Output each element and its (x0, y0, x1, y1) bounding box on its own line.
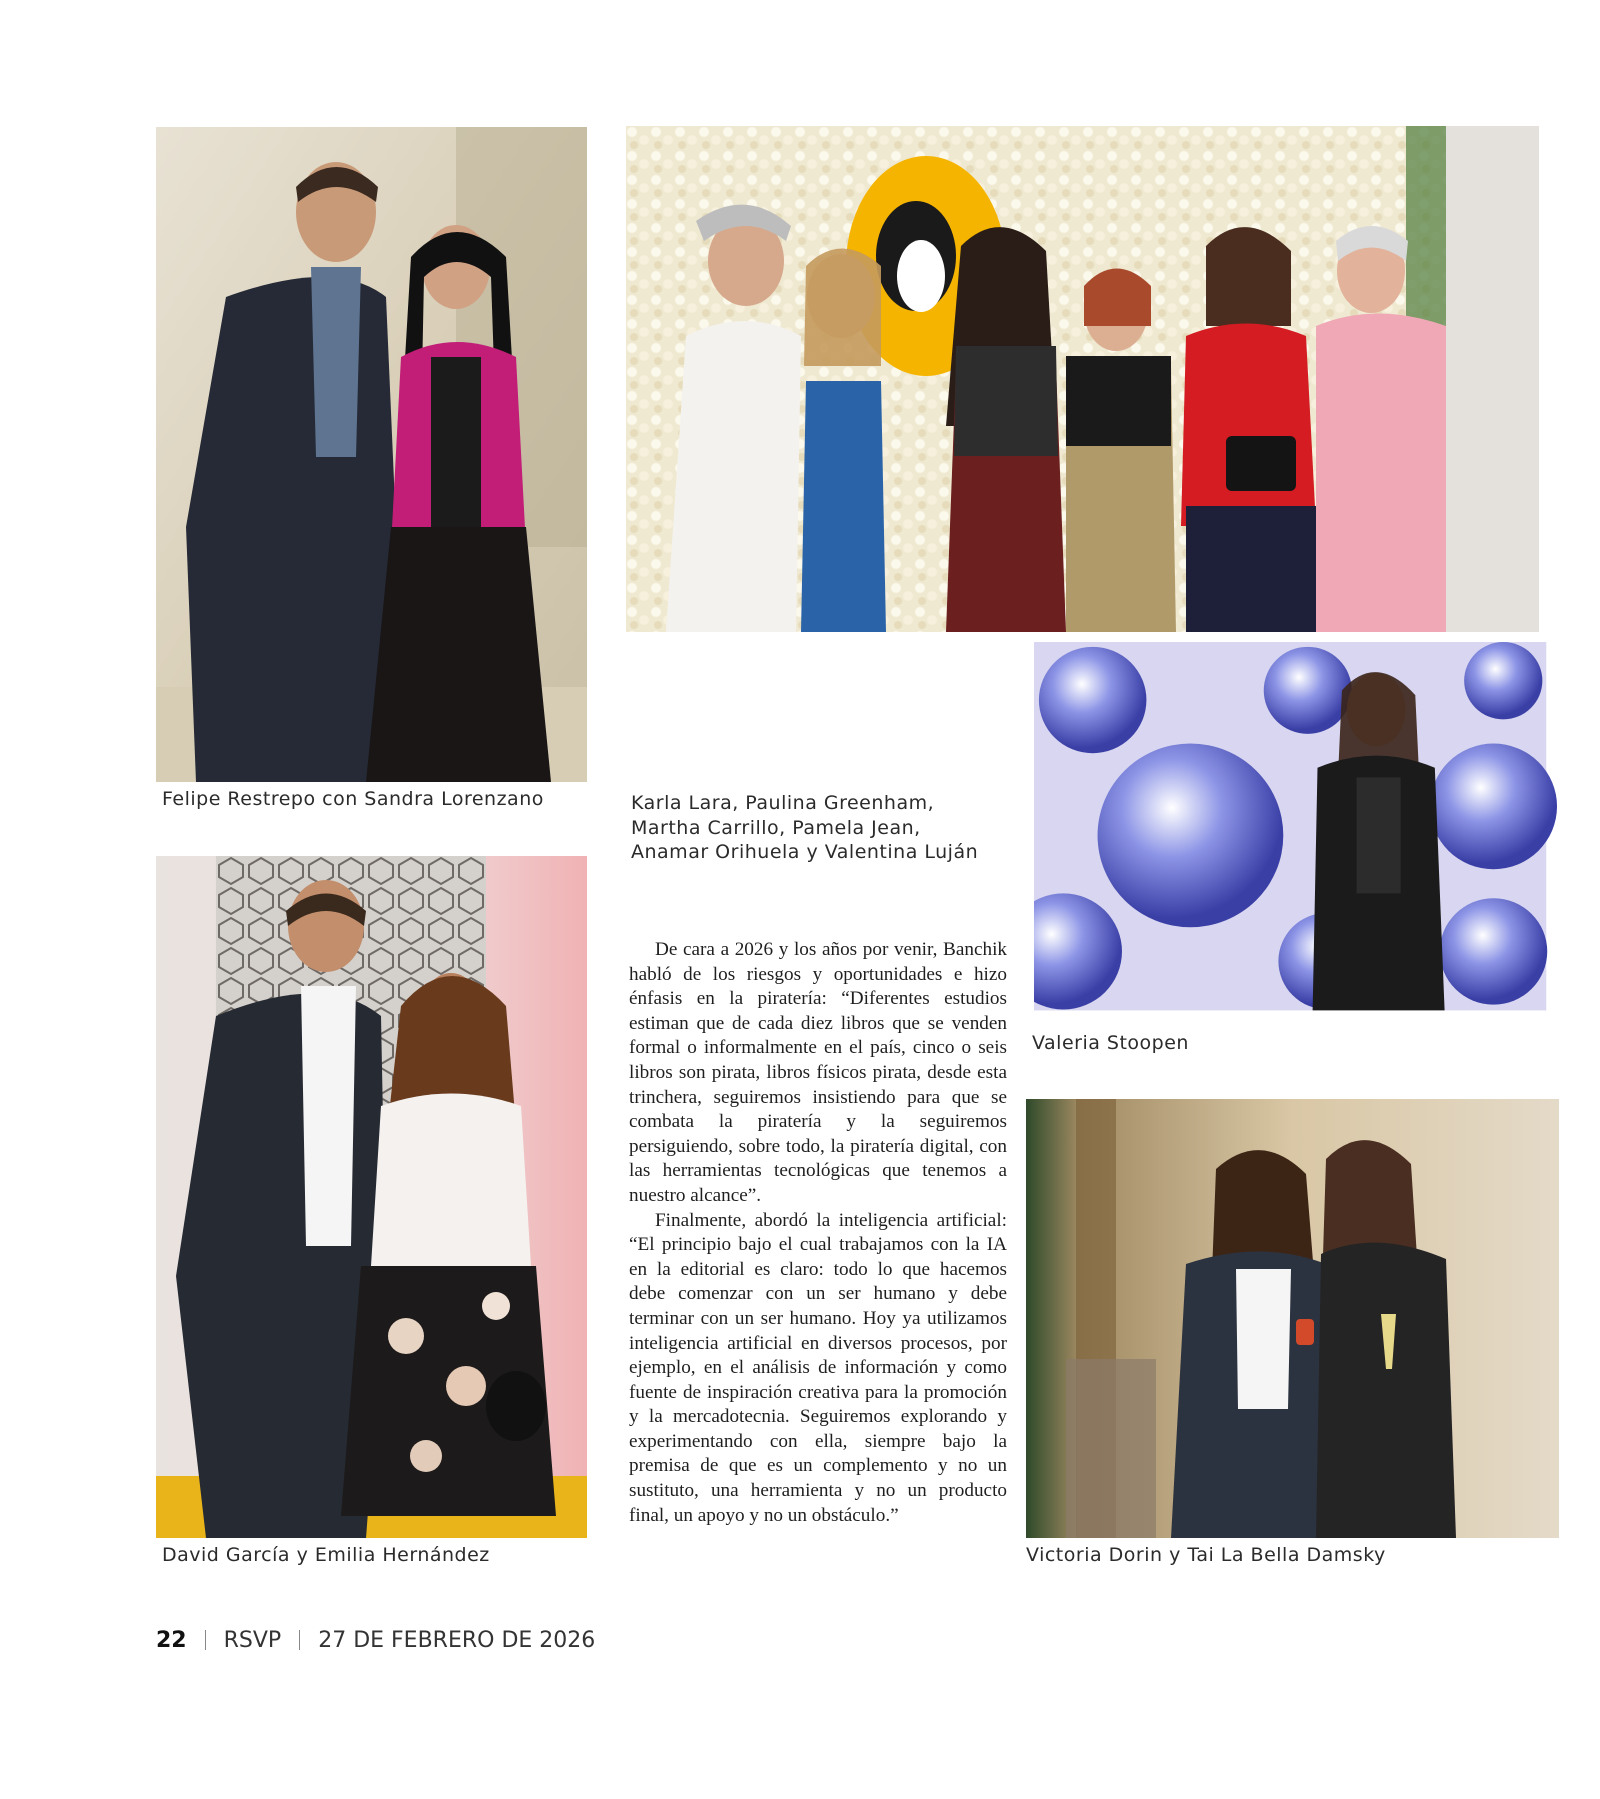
caption-dorin-damsky: Victoria Dorin y Tai La Bella Damsky (1026, 1544, 1386, 1566)
article-paragraph: De cara a 2026 y los años por venir, Banchik habló de los riesgos y oportunidades e hizo énfasis en la piratería: “Diferentes estudios estiman que de cada diez libros que se venden formal o informalmente en el país, cinco o seis libros son pirata, libros físicos pirata, desde esta trinchera, seguiremos insistiendo para que se combata la piratería y la seguiremos persiguiendo, sobre todo, la piratería digital, con las herramientas tecnológicas que tenemos a nuestro alcance”. (629, 939, 1007, 1206)
caption-garcia-hernandez: David García y Emilia Hernández (162, 1544, 490, 1566)
footer-divider (299, 1630, 300, 1650)
photo-group-six-women (626, 126, 1539, 632)
photo-restrepo-lorenzano (156, 127, 587, 782)
caption-line: Karla Lara, Paulina Greenham, (631, 792, 935, 814)
caption-line: Martha Carrillo, Pamela Jean, (631, 816, 921, 839)
photo-dorin-damsky (1026, 1099, 1559, 1538)
page-footer (156, 1625, 595, 1655)
photo-garcia-hernandez (156, 856, 587, 1538)
caption-group-six-women (631, 791, 978, 865)
issue-date: 27 DE FEBRERO DE 2026 (318, 1627, 596, 1653)
article-paragraph: Finalmente, abordó la inteligencia artificial: “El principio bajo el cual trabajamos con la IA en la editorial es claro: todo lo que hacemos debe comenzar con un ser humano y debe terminar con un ser humano. Hoy ya utilizamos inteligencia artificial en diversos procesos, por ejemplo, en el análisis de información y como fuente de inspiración creativa para la promoción y la mercadotecnia. Seguiremos explorando y experimentando con ella, siempre bajo la premisa de que es un complemento y no un sustituto, una herramienta y no un producto final, un apoyo y no un obstáculo.” (629, 1209, 1007, 1526)
article-body (629, 938, 1007, 1528)
photo-stoopen (1024, 632, 1560, 1026)
caption-restrepo-lorenzano: Felipe Restrepo con Sandra Lorenzano (162, 788, 544, 810)
footer-divider (205, 1630, 206, 1650)
publication-name: RSVP (223, 1627, 282, 1653)
page-number: 22 (156, 1627, 187, 1653)
caption-stoopen: Valeria Stoopen (1032, 1032, 1189, 1054)
caption-line: Anamar Orihuela y Valentina Luján (631, 841, 979, 863)
